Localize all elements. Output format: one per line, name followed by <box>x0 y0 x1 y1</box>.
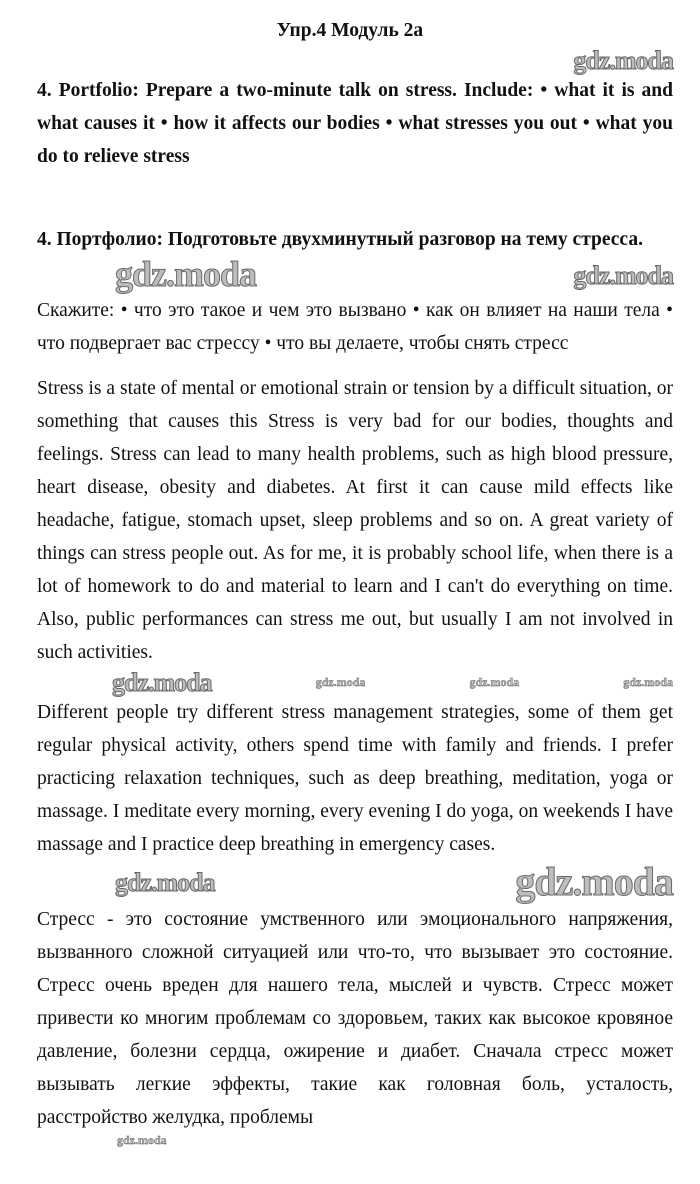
watermark: gdz.moda <box>515 859 673 905</box>
watermark-row <box>37 1134 673 1147</box>
watermark-row <box>37 861 673 903</box>
watermark: gdz.moda <box>623 675 673 690</box>
task-russian-heading: 4. Портфолио: Подготовьте двухминутный разговор на тему стресса. <box>37 229 643 251</box>
watermark: gdz.moda <box>573 260 673 290</box>
page-title: Упр.4 Модуль 2а <box>276 20 424 41</box>
watermark-row <box>37 47 673 74</box>
watermark: gdz.moda <box>115 867 215 897</box>
spacer <box>37 173 673 223</box>
answer-english-paragraph-2: Different people try different stress management strategies, some of them get regular physical activity, others spend time with family and friends. I prefer practicing relaxation techniques, such as deep breathing, meditation, yoga or massage. I meditate every morning, every evening I do yoga, on weekends I have massage and I practice deep breathing in emergency cases. <box>37 702 673 856</box>
watermark: gdz.moda <box>469 675 520 690</box>
answer-english-paragraph-1: Stress is a state of mental or emotional strain or tension by a difficult situation, or something that causes this Stress is very bad for our bodies, thoughts and feelings. Stress can lead to many health problems, such as high blood pressure, heart disease, obesity and diabetes. At first it can cause mild effects like headache, fatigue, stomach upset, sleep problems and so on. A great variety of things can stress people out. As for me, it is probably school life, when there is a lot of homework to do and material to learn and I can't do everything on time. Also, public performances can stress me out, but usually I am not involved in such activities. <box>37 378 673 664</box>
watermark: gdz.moda <box>115 254 257 295</box>
watermark: gdz.moda <box>117 1133 167 1148</box>
watermark: gdz.moda <box>112 668 212 698</box>
watermark-row <box>37 669 673 696</box>
task-english: 4. Portfolio: Prepare a two-minute talk on stress. Include: • what it is and what causes it • how it affects our bodies • what stresses you out • what you do to relieve stress <box>37 80 673 168</box>
task-russian-body: Скажите: • что это такое и чем это вызвано • как он влияет на наши тела • что подвергает вас стрессу • что вы делаете, чтобы снять стресс <box>37 300 673 355</box>
watermark-row <box>37 256 673 294</box>
watermark: gdz.moda <box>573 46 673 75</box>
spacer <box>37 360 673 372</box>
answer-russian-paragraph: Стресс - это состояние умственного или эмоционального напряжения, вызванного сложной ситуацией или что-то, что вызывает это состояние. Стресс очень вреден для нашего тела, мыслей и чувств. Стресс может привести ко многим проблемам со здоровьем, таких как высокое кровяное давление, болезни сердца, ожирение и диабет. Сначала стресс может вызывать легкие эффекты, такие как головная боль, усталость, расстройство желудка, проблемы <box>37 909 673 1129</box>
watermark: gdz.moda <box>315 675 366 690</box>
